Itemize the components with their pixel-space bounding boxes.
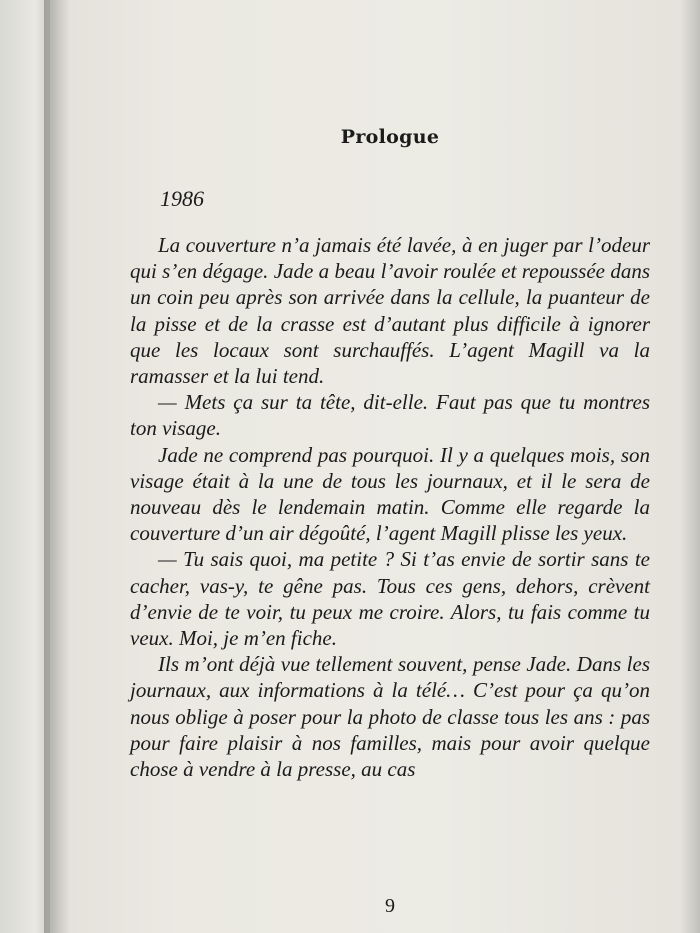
gutter-shadow [44, 0, 70, 933]
facing-page-edge [0, 0, 50, 933]
chapter-title: Prologue [340, 126, 440, 148]
paragraph: Ils m’ont déjà vue tellement souvent, pense Jade. Dans les journaux, aux informations à la télé… C’est pour ça qu’on nous oblige à poser pour la photo de classe tous les ans : pas pour faire plaisir à nos familles, mais pour avoir quelque chose à vendre à la presse, au cas [130, 652, 650, 782]
book-page [50, 0, 700, 933]
paragraph: — Tu sais quoi, ma petite ? Si t’as envie de sortir sans te cacher, vas-y, te gêne pas. Tous ces gens, dehors, crèvent d’envie de te voir, tu peux me croire. Alors, tu fais comme tu veux. Moi, je m’en fiche. [130, 547, 650, 651]
chapter-year: 1986 [160, 186, 204, 211]
body-text [130, 232, 650, 782]
paragraph: La couverture n’a jamais été lavée, à en juger par l’odeur qui s’en dégage. Jade a beau l’avoir roulée et repoussée dans un coin peu après son arrivée dans la cellule, la puanteur de la pisse et de la crasse est d’autant plus difficile à ignorer que les locaux sont surchauffés. L’agent Magill va la ramasser et la lui tend. [130, 233, 650, 389]
paragraph: Jade ne comprend pas pourquoi. Il y a quelques mois, son visage était à la une de tous les journaux, et il le sera de nouveau dès le lendemain matin. Comme elle regarde la couverture d’un air dégoûté, l’agent Magill plisse les yeux. [130, 442, 650, 546]
page-number: 9 [385, 895, 395, 917]
paragraph: — Mets ça sur ta tête, dit-elle. Faut pas que tu montres ton visage. [130, 390, 650, 441]
